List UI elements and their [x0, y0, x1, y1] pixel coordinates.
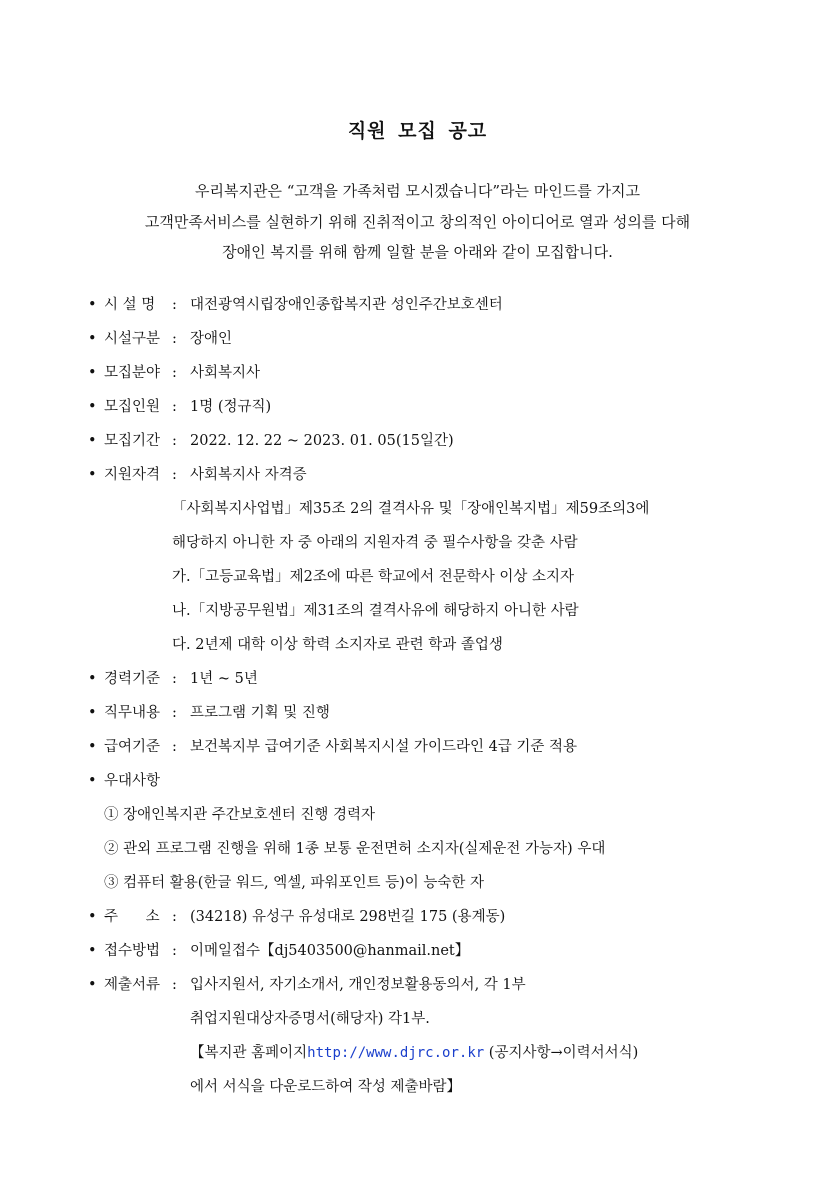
- item-label: 급여기준: [104, 739, 161, 755]
- item-value: 장애인: [190, 331, 233, 347]
- detail-text: 다. 2년제 대학 이상 학력 소지자로 관련 학과 졸업생: [172, 637, 503, 653]
- item-address: [0, 900, 835, 934]
- item-label: 경력기준: [104, 671, 161, 687]
- separator: :: [172, 671, 177, 687]
- separator: :: [172, 365, 177, 381]
- item-label: 제출서류: [104, 977, 161, 993]
- item-count: [0, 390, 835, 424]
- bullet: •: [88, 773, 97, 789]
- item-qualification: [0, 458, 835, 492]
- item-field: [0, 356, 835, 390]
- bullet: •: [88, 467, 97, 483]
- detail-text: ③ 컴퓨터 활용(한글 워드, 엑셀, 파워포인트 등)이 능숙한 자: [104, 875, 485, 891]
- item-label: 우대사항: [104, 773, 161, 789]
- bullet: •: [88, 365, 97, 381]
- item-label: 모집기간: [104, 433, 161, 449]
- detail-text: [190, 1036, 638, 1070]
- item-career: [0, 662, 835, 696]
- separator: :: [172, 433, 177, 449]
- item-value: 대전광역시립장애인종합복지관 성인주간보호센터: [190, 297, 503, 313]
- documents-detail: [0, 1070, 835, 1104]
- item-documents: [0, 968, 835, 1002]
- detail-text-suffix: (공지사항→이력서서식): [484, 1045, 639, 1061]
- intro-line: 우리복지관은 “고객을 가족처럼 모시겠습니다”라는 마인드를 가지고: [195, 182, 640, 200]
- item-facility: [0, 288, 835, 322]
- qualification-detail: [0, 526, 835, 560]
- item-label: 직무내용: [104, 705, 161, 721]
- separator: :: [172, 467, 177, 483]
- item-value: 2022. 12. 22 ~ 2023. 01. 05(15일간): [190, 433, 454, 449]
- detail-text: 에서 서식을 다운로드하여 작성 제출바람】: [190, 1079, 462, 1095]
- item-category: [0, 322, 835, 356]
- bullet: •: [88, 943, 97, 959]
- bullet: •: [88, 433, 97, 449]
- separator: :: [172, 909, 177, 925]
- separator: :: [172, 331, 177, 347]
- item-value: 사회복지사: [190, 365, 261, 381]
- item-label: 지원자격: [104, 467, 161, 483]
- item-label: 접수방법: [104, 943, 161, 959]
- qualification-detail: [0, 594, 835, 628]
- recruitment-details: [0, 288, 835, 1104]
- item-period: [0, 424, 835, 458]
- qualification-detail: [0, 492, 835, 526]
- separator: :: [172, 943, 177, 959]
- page-title: 직원 모집 공고: [347, 120, 488, 142]
- item-label: 주 소: [104, 909, 160, 925]
- intro-line: 장애인 복지를 위해 함께 일할 분을 아래와 같이 모집합니다.: [222, 243, 613, 261]
- item-value: (34218) 유성구 유성대로 298번길 175 (용계동): [190, 909, 506, 925]
- bullet: •: [88, 909, 97, 925]
- item-label: 모집인원: [104, 399, 161, 415]
- preference-detail: [0, 866, 835, 900]
- separator: :: [172, 297, 177, 313]
- detail-text: ① 장애인복지관 주간보호센터 진행 경력자: [104, 807, 376, 823]
- bullet: •: [88, 705, 97, 721]
- item-salary: [0, 730, 835, 764]
- detail-text: ② 관외 프로그램 진행을 위해 1종 보통 운전면허 소지자(실제운전 가능자) 우대: [104, 841, 606, 857]
- documents-detail: [0, 1036, 835, 1070]
- item-label: 모집분야: [104, 365, 161, 381]
- detail-text-prefix: 【복지관 홈페이지: [190, 1045, 308, 1061]
- documents-detail: [0, 1002, 835, 1036]
- separator: :: [172, 705, 177, 721]
- separator: :: [172, 739, 177, 755]
- bullet: •: [88, 331, 97, 347]
- qualification-detail: [0, 560, 835, 594]
- qualification-detail: [0, 628, 835, 662]
- item-value: 1명 (정규직): [190, 399, 272, 415]
- separator: :: [172, 399, 177, 415]
- bullet: •: [88, 739, 97, 755]
- detail-text: 나.「지방공무원법」제31조의 결격사유에 해당하지 아니한 사람: [172, 603, 579, 619]
- bullet: •: [88, 671, 97, 687]
- intro-paragraph: [60, 176, 775, 268]
- detail-text: 가.「고등교육법」제2조에 따른 학교에서 전문학사 이상 소지자: [172, 569, 575, 585]
- item-value: 이메일접수【dj5403500@hanmail.net】: [190, 943, 470, 959]
- preference-detail: [0, 832, 835, 866]
- item-value: 프로그램 기획 및 진행: [190, 705, 330, 721]
- item-value: 사회복지사 자격증: [190, 467, 307, 483]
- item-label: 시설구분: [104, 331, 161, 347]
- item-method: [0, 934, 835, 968]
- bullet: •: [88, 977, 97, 993]
- bullet: •: [88, 297, 97, 313]
- homepage-link[interactable]: http://www.djrc.or.kr: [307, 1045, 485, 1061]
- preference-detail: [0, 798, 835, 832]
- item-duties: [0, 696, 835, 730]
- detail-text: 「사회복지사업법」제35조 2의 결격사유 및「장애인복지법」제59조의3에: [172, 501, 650, 517]
- separator: :: [172, 977, 177, 993]
- bullet: •: [88, 399, 97, 415]
- item-value: 1년 ~ 5년: [190, 671, 258, 687]
- item-label: 시 설 명: [104, 297, 156, 313]
- intro-line: 고객만족서비스를 실현하기 위해 진취적이고 창의적인 아이디어로 열과 성의를 다해: [144, 212, 691, 231]
- item-value: 입사지원서, 자기소개서, 개인정보활용동의서, 각 1부: [190, 977, 526, 993]
- detail-text: 해당하지 아니한 자 중 아래의 지원자격 중 필수사항을 갖춘 사람: [172, 535, 578, 551]
- item-value: 보건복지부 급여기준 사회복지시설 가이드라인 4급 기준 적용: [190, 739, 578, 755]
- detail-text: 취업지원대상자증명서(해당자) 각1부.: [190, 1011, 430, 1027]
- item-preference: [0, 764, 835, 798]
